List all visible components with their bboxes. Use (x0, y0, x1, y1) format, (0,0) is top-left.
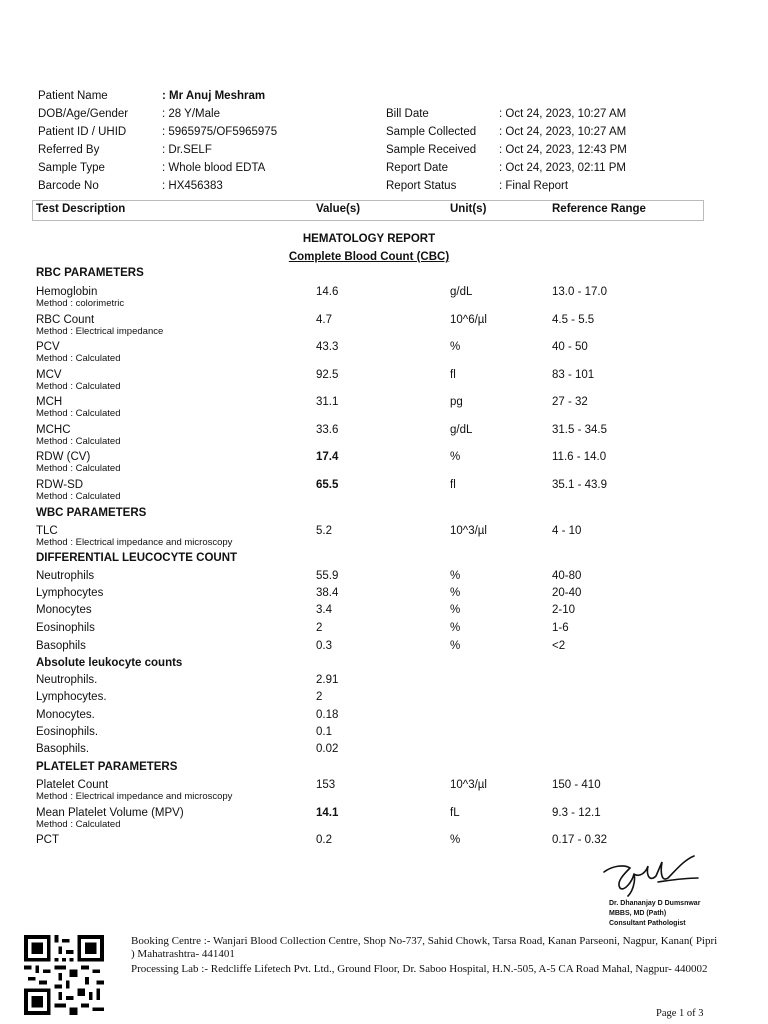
test-value: 0.18 (316, 709, 339, 721)
report-title: HEMATOLOGY REPORT (302, 233, 436, 245)
section-platelet: PLATELET PARAMETERS (36, 761, 178, 773)
sample-received-label: Sample Received (386, 144, 477, 156)
qr-code-image (24, 935, 104, 1015)
test-name: MCV (36, 369, 62, 381)
test-method: Method : Electrical impedance and microscopy (36, 537, 233, 548)
referred-by-label: Referred By (38, 144, 100, 156)
test-name: Lymphocytes. (36, 691, 107, 703)
test-method: Method : Calculated (36, 463, 121, 474)
test-name: Eosinophils (36, 622, 95, 634)
test-name: Neutrophils. (36, 674, 98, 686)
signatory-title: Consultant Pathologist (609, 920, 686, 927)
test-range: 27 - 32 (552, 396, 588, 408)
bill-date-label: Bill Date (386, 108, 429, 120)
test-value: 55.9 (316, 570, 339, 582)
test-unit: 10^3/µl (450, 525, 487, 537)
test-name: Monocytes (36, 604, 92, 616)
test-name: PCV (36, 341, 60, 353)
test-range: 20-40 (552, 587, 582, 599)
bill-date-value: : Oct 24, 2023, 10:27 AM (499, 108, 627, 120)
header-reference-range: Reference Range (552, 203, 646, 215)
test-unit: % (450, 570, 461, 582)
test-value-abnormal: 65.5 (316, 479, 339, 491)
test-method: Method : Electrical impedance (36, 326, 164, 337)
test-unit: % (450, 604, 461, 616)
test-range: 83 - 101 (552, 369, 595, 381)
test-range: 150 - 410 (552, 779, 601, 791)
test-name: Monocytes. (36, 709, 95, 721)
test-range: 40 - 50 (552, 341, 588, 353)
test-value: 0.3 (316, 640, 332, 652)
booking-centre-line2: ) Mahatrashtra- 441401 (131, 948, 235, 960)
test-unit: % (450, 341, 461, 353)
section-absolute-counts: Absolute leukocyte counts (36, 657, 183, 669)
header-units: Unit(s) (450, 203, 487, 215)
report-date-label: Report Date (386, 162, 449, 174)
test-name: Basophils. (36, 743, 90, 755)
test-range: 2-10 (552, 604, 576, 616)
test-unit: pg (450, 396, 463, 408)
test-range: 35.1 - 43.9 (552, 479, 607, 491)
test-name: RDW (CV) (36, 451, 91, 463)
test-value: 0.2 (316, 834, 332, 846)
test-value: 0.02 (316, 743, 339, 755)
test-name: RBC Count (36, 314, 95, 326)
test-name: MCH (36, 396, 63, 408)
report-status-label: Report Status (386, 180, 457, 192)
test-range: 4.5 - 5.5 (552, 314, 595, 326)
report-date-value: : Oct 24, 2023, 02:11 PM (499, 162, 626, 174)
test-value: 5.2 (316, 525, 332, 537)
patient-id-label: Patient ID / UHID (38, 126, 127, 138)
test-value: 14.6 (316, 286, 339, 298)
barcode-value: : HX456383 (162, 180, 223, 192)
test-range: 4 - 10 (552, 525, 582, 537)
test-value: 2 (316, 622, 323, 634)
test-method: Method : Calculated (36, 819, 121, 830)
test-name: MCHC (36, 424, 71, 436)
test-value: 2.91 (316, 674, 339, 686)
section-wbc: WBC PARAMETERS (36, 507, 147, 519)
signature-image (598, 852, 702, 898)
test-unit: % (450, 640, 461, 652)
signatory-degree: MBBS, MD (Path) (609, 910, 667, 917)
page-number: Page 1 of 3 (656, 1008, 704, 1019)
test-range: 40-80 (552, 570, 582, 582)
test-unit: % (450, 622, 461, 634)
header-values: Value(s) (316, 203, 361, 215)
test-method: Method : Calculated (36, 491, 121, 502)
test-range: 0.17 - 0.32 (552, 834, 607, 846)
referred-by-value: : Dr.SELF (162, 144, 212, 156)
test-name: TLC (36, 525, 58, 537)
test-value: 38.4 (316, 587, 339, 599)
test-unit: fl (450, 369, 456, 381)
test-name: Eosinophils. (36, 726, 99, 738)
test-unit: 10^6/µl (450, 314, 487, 326)
dob-label: DOB/Age/Gender (38, 108, 129, 120)
test-value: 4.7 (316, 314, 332, 326)
test-value: 33.6 (316, 424, 339, 436)
test-method: Method : Calculated (36, 381, 121, 392)
signatory-name: Dr. Dhananjay D Dumsnwar (609, 900, 701, 907)
test-method: Method : Electrical impedance and microscopy (36, 791, 233, 802)
test-method: Method : colorimetric (36, 298, 125, 309)
header-test-description: Test Description (36, 203, 126, 215)
test-value: 153 (316, 779, 336, 791)
test-value: 43.3 (316, 341, 339, 353)
test-unit: % (450, 834, 461, 846)
sample-received-value: : Oct 24, 2023, 12:43 PM (499, 144, 627, 156)
patient-id-value: : 5965975/OF5965975 (162, 126, 278, 138)
test-value: 31.1 (316, 396, 339, 408)
test-name: Mean Platelet Volume (MPV) (36, 807, 184, 819)
test-value: 92.5 (316, 369, 339, 381)
test-range: 1-6 (552, 622, 569, 634)
test-name: RDW-SD (36, 479, 84, 491)
booking-centre-line1: Booking Centre :- Wanjari Blood Collection Centre, Shop No-737, Sahid Chowk, Tarsa Road, Kanan Parseoni, Nagpur, Kanan( Pipri (131, 935, 718, 947)
sample-collected-label: Sample Collected (386, 126, 477, 138)
patient-name-value: : Mr Anuj Meshram (162, 90, 266, 102)
report-subtitle: Complete Blood Count (CBC) (288, 251, 450, 263)
section-dlc: DIFFERENTIAL LEUCOCYTE COUNT (36, 552, 238, 564)
test-name: Basophils (36, 640, 86, 652)
test-value: 0.1 (316, 726, 332, 738)
test-range: <2 (552, 640, 566, 652)
test-unit: % (450, 587, 461, 599)
test-name: Hemoglobin (36, 286, 98, 298)
test-value: 3.4 (316, 604, 332, 616)
test-range: 11.6 - 14.0 (552, 451, 607, 463)
test-method: Method : Calculated (36, 353, 121, 364)
sample-type-value: : Whole blood EDTA (162, 162, 266, 174)
test-unit: g/dL (450, 424, 473, 436)
test-name: Neutrophils (36, 570, 95, 582)
test-unit: % (450, 451, 461, 463)
dob-value: : 28 Y/Male (162, 108, 220, 120)
sample-collected-value: : Oct 24, 2023, 10:27 AM (499, 126, 627, 138)
test-name: PCT (36, 834, 59, 846)
barcode-label: Barcode No (38, 180, 99, 192)
patient-name-label: Patient Name (38, 90, 108, 102)
test-unit: g/dL (450, 286, 473, 298)
sample-type-label: Sample Type (38, 162, 105, 174)
test-name: Lymphocytes (36, 587, 104, 599)
test-range: 31.5 - 34.5 (552, 424, 607, 436)
section-rbc: RBC PARAMETERS (36, 267, 144, 279)
test-method: Method : Calculated (36, 436, 121, 447)
test-name: Platelet Count (36, 779, 109, 791)
test-range: 9.3 - 12.1 (552, 807, 601, 819)
test-method: Method : Calculated (36, 408, 121, 419)
test-unit: fl (450, 479, 456, 491)
test-unit: 10^3/µl (450, 779, 487, 791)
test-unit: fL (450, 807, 460, 819)
report-status-value: : Final Report (499, 180, 569, 192)
test-value-abnormal: 14.1 (316, 807, 339, 819)
test-value: 2 (316, 691, 323, 703)
test-range: 13.0 - 17.0 (552, 286, 607, 298)
processing-lab: Processing Lab :- Redcliffe Lifetech Pvt. Ltd., Ground Floor, Dr. Saboo Hospital, H.N.-505, A-5 CA Road Mahal, Nagpur- 440002 (131, 963, 708, 975)
test-value-abnormal: 17.4 (316, 451, 339, 463)
